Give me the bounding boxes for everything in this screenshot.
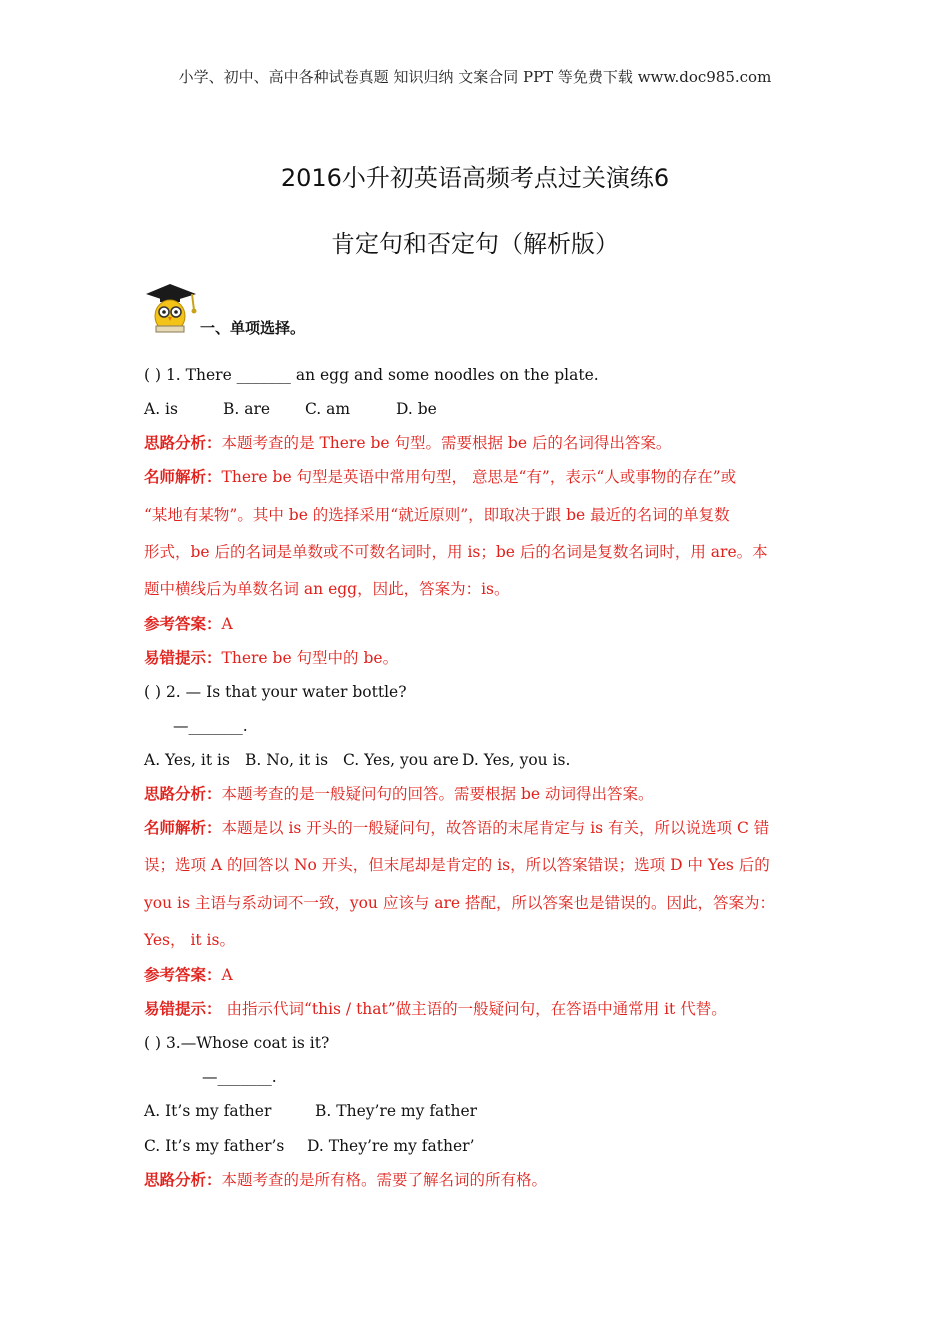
label-tip: 易错提示： [144, 649, 222, 667]
q2-stem: ( ) 2. — Is that your water bottle? [144, 683, 407, 701]
q2-tip-text: 由指示代词“this / that”做主语的一般疑问句，在答语中通常用 it 代替。 [221, 1000, 727, 1018]
label-explain: 名师解析： [144, 468, 222, 486]
q3-analysis-text: 本题考查的是所有格。需要了解名词的所有格。 [221, 1171, 548, 1189]
q1-explain-3: 形式，be 后的名词是单数或不可数名词时，用 is；be 后的名词是复数名词时，用 are。本 [144, 543, 768, 561]
q1-analysis [144, 433, 814, 453]
q2-option-c: C. Yes, you are [343, 751, 459, 769]
q2-answer [144, 965, 814, 985]
label-analysis: 思路分析： [144, 1171, 222, 1189]
q3-option-d: D. They’re my father’ [307, 1137, 475, 1155]
q3-options-row2 [144, 1136, 814, 1156]
q1-analysis-text: 本题考查的是 There be 句型。需要根据 be 后的名词得出答案。 [221, 434, 672, 452]
label-analysis: 思路分析： [144, 434, 222, 452]
q1-option-a: A. is [144, 400, 178, 418]
q1-tip [144, 648, 814, 668]
label-answer: 参考答案： [144, 966, 222, 984]
q3-stem: ( ) 3.—Whose coat is it? [144, 1034, 330, 1052]
page-subtitle: 肯定句和否定句（解析版） [331, 230, 619, 258]
q2-option-a: A. Yes, it is [144, 751, 230, 769]
q2-analysis [144, 784, 814, 804]
q1-stem: ( ) 1. There _______ an egg and some noodles on the plate. [144, 366, 599, 384]
q1-option-d: D. be [396, 400, 437, 418]
q2-option-b: B. No, it is [245, 751, 329, 769]
q3-option-b: B. They’re my father [315, 1102, 478, 1120]
q2-explain-3: you is 主语与系动词不一致，you 应该与 are 搭配，所以答案也是错误的。因此，答案为： [144, 894, 776, 912]
q1-answer [144, 614, 814, 634]
label-answer: 参考答案： [144, 615, 222, 633]
q1-explain-2: “某地有某物”。其中 be 的选择采用“就近原则”，即取决于跟 be 最近的名词的单复数 [144, 506, 730, 524]
label-analysis: 思路分析： [144, 785, 222, 803]
q2-explain-1 [144, 818, 814, 838]
q3-reply: —_______. [202, 1068, 277, 1086]
q2-answer-text: A [221, 966, 233, 984]
q2-analysis-text: 本题考查的是一般疑问句的回答。需要根据 be 动词得出答案。 [221, 785, 654, 803]
label-tip: 易错提示： [144, 1000, 222, 1018]
q2-tip [144, 999, 814, 1019]
q1-tip-text: There be 句型中的 be。 [221, 649, 399, 667]
q2-explain-text: 本题是以 is 开头的一般疑问句，故答语的末尾肯定与 is 有关，所以说选项 C 错 [221, 819, 770, 837]
q3-option-a: A. It’s my father [144, 1102, 272, 1120]
q2-explain-2: 误；选项 A 的回答以 No 开头，但末尾却是肯定的 is，所以答案错误；选项 D 中 Yes 后的 [144, 856, 770, 874]
q3-analysis [144, 1170, 814, 1190]
q1-explain-4: 题中横线后为单数名词 an egg，因此，答案为：is。 [144, 580, 510, 598]
section-label: 一、单项选择。 [200, 319, 306, 337]
q2-reply: —_______. [173, 717, 248, 735]
page-header: 小学、初中、高中各种试卷真题 知识归纳 文案合同 PPT 等免费下载 www.doc985.com [178, 68, 772, 86]
q1-explain-text: There be 句型是英语中常用句型， 意思是“有”，表示“人或事物的存在”或 [221, 468, 737, 486]
q2-explain-4: Yes， it is。 [144, 931, 235, 949]
owl-graduate-icon [140, 280, 200, 336]
q3-option-c: C. It’s my father’s [144, 1137, 285, 1155]
q1-options [144, 399, 814, 419]
label-explain: 名师解析： [144, 819, 222, 837]
q2-options [144, 750, 814, 770]
q1-option-b: B. are [223, 400, 271, 418]
q1-explain-1 [144, 467, 814, 487]
page-title: 2016小升初英语高频考点过关演练6 [280, 164, 670, 192]
q2-option-d: D. Yes, you is. [462, 751, 571, 769]
q1-option-c: C. am [305, 400, 351, 418]
q3-options-row1 [144, 1101, 814, 1121]
q1-answer-text: A [221, 615, 233, 633]
